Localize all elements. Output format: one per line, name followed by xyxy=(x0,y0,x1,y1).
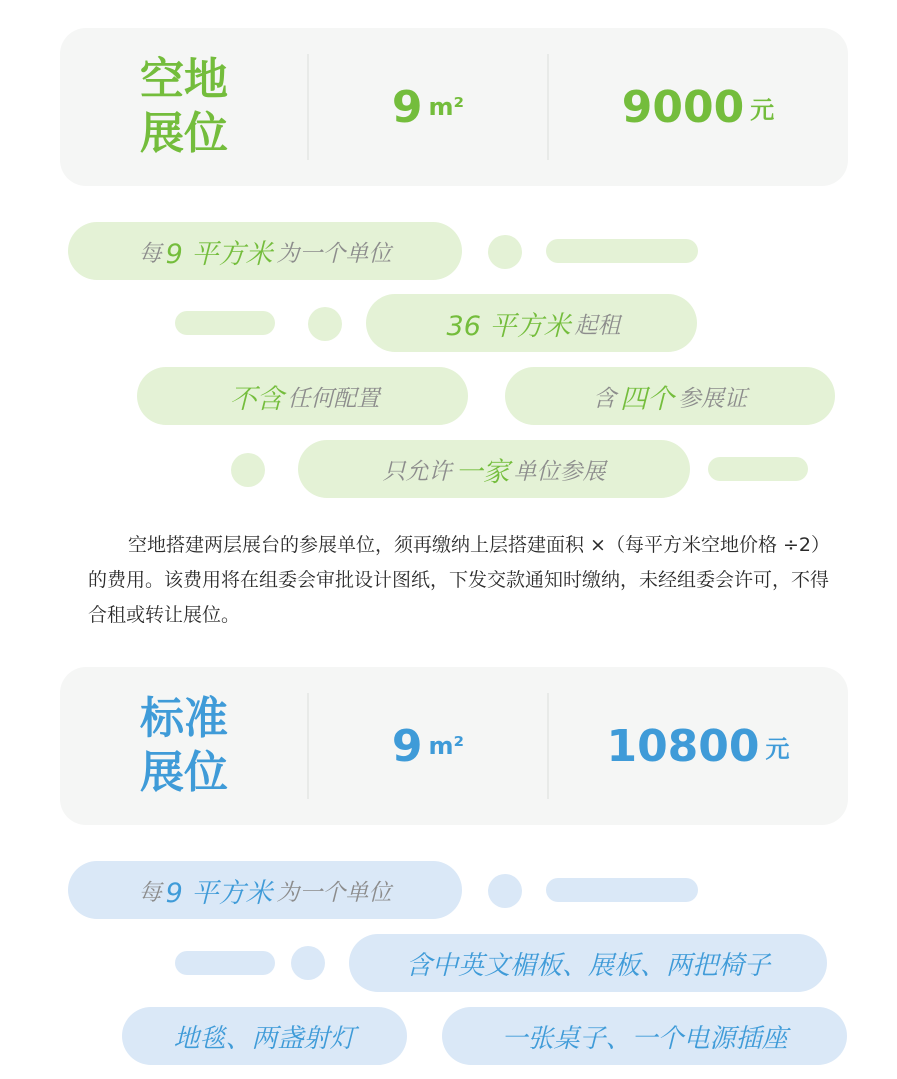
min-rent-pill xyxy=(366,294,697,352)
pill-text: 为一个单位 xyxy=(276,240,392,267)
raw-space-price xyxy=(548,28,848,186)
decorative-dot xyxy=(291,946,325,980)
raw-space-booth-card xyxy=(60,28,848,186)
area-unit: m² xyxy=(428,93,465,121)
carpet-spotlight-pill xyxy=(122,1007,407,1065)
price-value: 9000 xyxy=(621,81,745,133)
note-paragraph: 空地搭建两层展台的参展单位，须再缴纳上层搭建面积 ×（每平方米空地价格 ÷2）的费用。该费用将在组委会审批设计图纸，下发交款通知时缴纳，未经组委会许可，不得合租或转让展位。 xyxy=(88,534,831,626)
pill-text: 为一个单位 xyxy=(276,879,392,906)
table-socket-pill xyxy=(442,1007,847,1065)
decorative-dot xyxy=(308,307,342,341)
decorative-bar xyxy=(546,239,698,263)
pill-highlight: 四个 xyxy=(620,383,674,415)
pill-text: 一张桌子、一个电源插座 xyxy=(501,1023,788,1054)
pill-highlight: 一家 xyxy=(455,456,510,488)
fascia-board-pill xyxy=(349,934,827,992)
pill-highlight: 不含 xyxy=(229,383,284,415)
standard-title xyxy=(60,667,308,825)
title-line-2: 展位 xyxy=(140,108,228,159)
pill-text: 任何配置 xyxy=(287,385,380,412)
raw-space-area xyxy=(308,28,548,186)
area-value: 9 xyxy=(391,720,423,772)
standard-area xyxy=(308,667,548,825)
exhibitor-pass-pill xyxy=(505,367,835,425)
decorative-bar xyxy=(175,311,275,335)
decorative-bar xyxy=(175,951,275,975)
decorative-bar xyxy=(708,457,808,481)
unit-info-pill xyxy=(68,861,462,919)
single-company-pill xyxy=(298,440,690,498)
decorative-dot xyxy=(488,874,522,908)
title-line-2: 展位 xyxy=(140,747,228,798)
area-unit: m² xyxy=(428,732,465,760)
pill-text: 参展证 xyxy=(678,385,747,412)
decorative-dot xyxy=(488,235,522,269)
raw-space-title xyxy=(60,28,308,186)
standard-price xyxy=(548,667,848,825)
no-config-pill xyxy=(137,367,468,425)
price-unit: 元 xyxy=(750,95,775,124)
raw-space-note xyxy=(88,528,838,633)
pill-text: 含中英文楣板、展板、两把椅子 xyxy=(405,950,770,981)
pill-text: 单位参展 xyxy=(513,458,606,485)
price-unit: 元 xyxy=(765,734,790,763)
pill-highlight: 9 平方米 xyxy=(165,877,273,909)
decorative-bar xyxy=(546,878,698,902)
pill-highlight: 9 平方米 xyxy=(165,238,273,270)
pill-highlight: 36 平方米 xyxy=(446,310,571,342)
title-line-1: 标准 xyxy=(140,693,228,744)
title-line-1: 空地 xyxy=(140,54,228,105)
standard-booth-card xyxy=(60,667,848,825)
area-value: 9 xyxy=(391,81,423,133)
pill-text: 起租 xyxy=(574,312,621,339)
pill-text: 含 xyxy=(593,385,616,412)
pill-text: 地毯、两盏射灯 xyxy=(173,1023,356,1054)
pill-text: 只允许 xyxy=(382,458,452,485)
unit-info-pill xyxy=(68,222,462,280)
price-value: 10800 xyxy=(606,720,760,772)
decorative-dot xyxy=(231,453,265,487)
pill-text: 每 xyxy=(138,240,162,267)
pill-text: 每 xyxy=(138,879,162,906)
